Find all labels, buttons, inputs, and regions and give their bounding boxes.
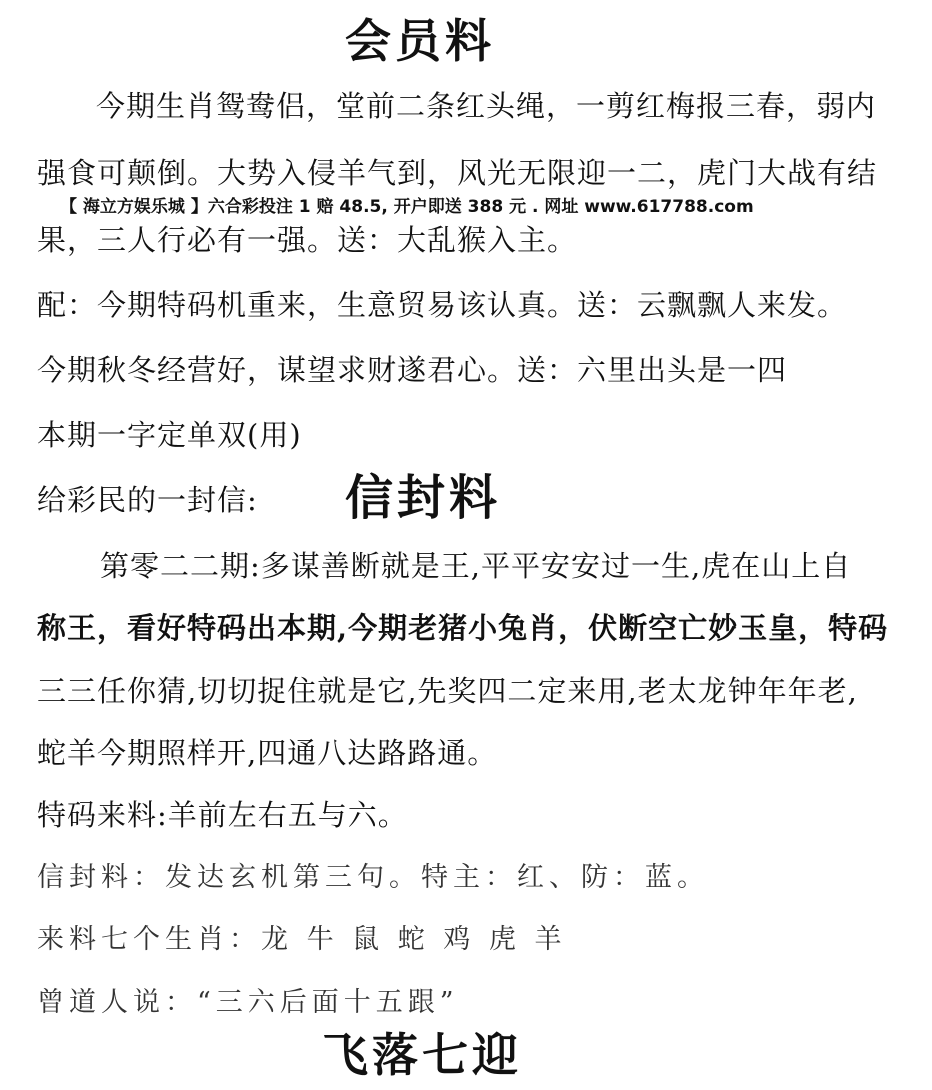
paragraph-4: 本期一字定单双(用) bbox=[37, 418, 302, 452]
envelope-color-line: 信封料：发达玄机第三句。特主：红、防：蓝。 bbox=[37, 862, 709, 893]
paragraph-3: 今期秋冬经营好，谋望求财遂君心。送：六里出头是一四 bbox=[37, 353, 788, 387]
zodiac-line: 来料七个生肖：龙 牛 鼠 蛇 鸡 虎 羊 bbox=[37, 924, 567, 955]
quote-line: 曾道人说：“三六后面十五跟” bbox=[37, 987, 459, 1018]
paragraph-1-line-3: 果，三人行必有一强。送：大乱猴入主。 bbox=[37, 223, 578, 257]
envelope-line-4: 蛇羊今期照样开,四通八达路路通。 bbox=[37, 736, 498, 770]
advertisement-banner: 【 海立方娱乐城 】六合彩投注 1 赔 48.5, 开户即送 388 元 . 网址 www.617788.com bbox=[60, 197, 754, 217]
footer-title: 飞落七迎 bbox=[322, 1028, 522, 1082]
special-code-line: 特码来料:羊前左右五与六。 bbox=[37, 798, 408, 832]
paragraph-1-line-2: 强食可颠倒。大势入侵羊气到，风光无限迎一二，虎门大战有结 bbox=[37, 156, 878, 190]
envelope-line-1: 第零二二期:多谋善断就是王,平平安安过一生,虎在山上自 bbox=[100, 549, 852, 583]
envelope-line-2: 称王，看好特码出本期,今期老猪小兔肖，伏断空亡妙玉皇，特码 bbox=[37, 611, 889, 645]
paragraph-2: 配：今期特码机重来，生意贸易该认真。送：云飘飘人来发。 bbox=[37, 288, 848, 322]
paragraph-1-line-1: 今期生肖鸳鸯侣，堂前二条红头绳，一剪红梅报三春，弱内 bbox=[96, 89, 877, 123]
envelope-line-3: 三三任你猜,切切捉住就是它,先奖四二定来用,老太龙钟年年老, bbox=[37, 674, 858, 708]
member-title: 会员料 bbox=[345, 14, 495, 68]
letter-label: 给彩民的一封信: bbox=[37, 483, 258, 517]
envelope-title: 信封料 bbox=[345, 470, 502, 526]
